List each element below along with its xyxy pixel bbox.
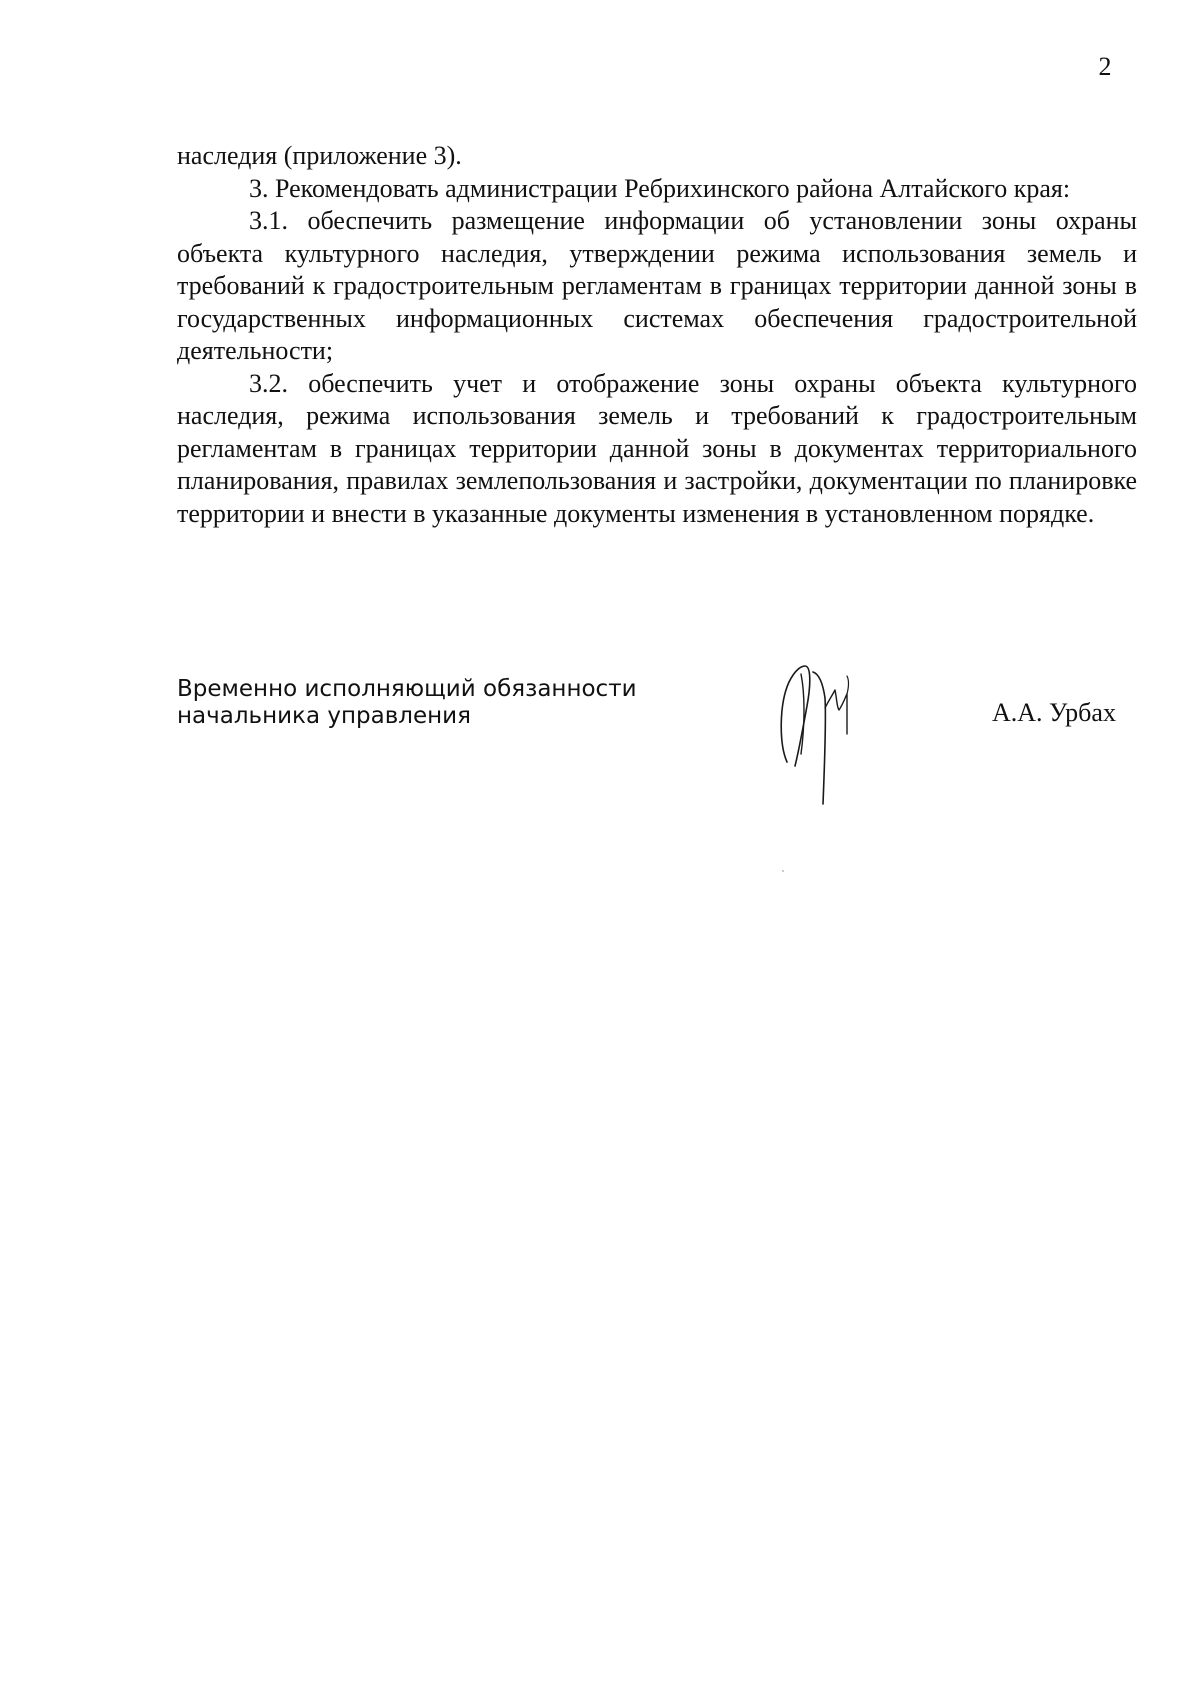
signature-block (177, 676, 1137, 816)
paragraph-item-3-1: 3.1. обеспечить размещение информации об установлении зоны охраны объекта культурного наследия, утверждении режима использования земель и требований к градостроительным регламентам в границах территории данной зоны в государственных информационных системах обеспечения градостроительной деятельности; (177, 206, 1137, 365)
signatory-name: А.А. Урбах (992, 698, 1116, 727)
handwritten-signature-icon (765, 654, 875, 814)
page-number: 2 (1098, 52, 1112, 81)
document-body (177, 140, 1137, 530)
signatory-title-line-1: Временно исполняющий обязанности (177, 676, 637, 702)
signatory-title (177, 676, 637, 730)
signatory-title-line-2: начальника управления (177, 703, 471, 729)
paragraph-item-3-2: 3.2. обеспечить учет и отображение зоны охраны объекта культурного наследия, режима использования земель и требований к градостроительным регламентам в границах территории данной зоны в документах территориального планирования, правилах землепользования и застройки, документации по планировке территории и внести в указанные документы изменения в установленном порядке. (177, 368, 1137, 528)
paragraph-item-3: 3. Рекомендовать администрации Ребрихинского района Алтайского края: (249, 173, 1071, 203)
scan-speck (782, 870, 784, 872)
paragraph-heritage-continuation: наследия (приложение 3). (177, 141, 462, 170)
